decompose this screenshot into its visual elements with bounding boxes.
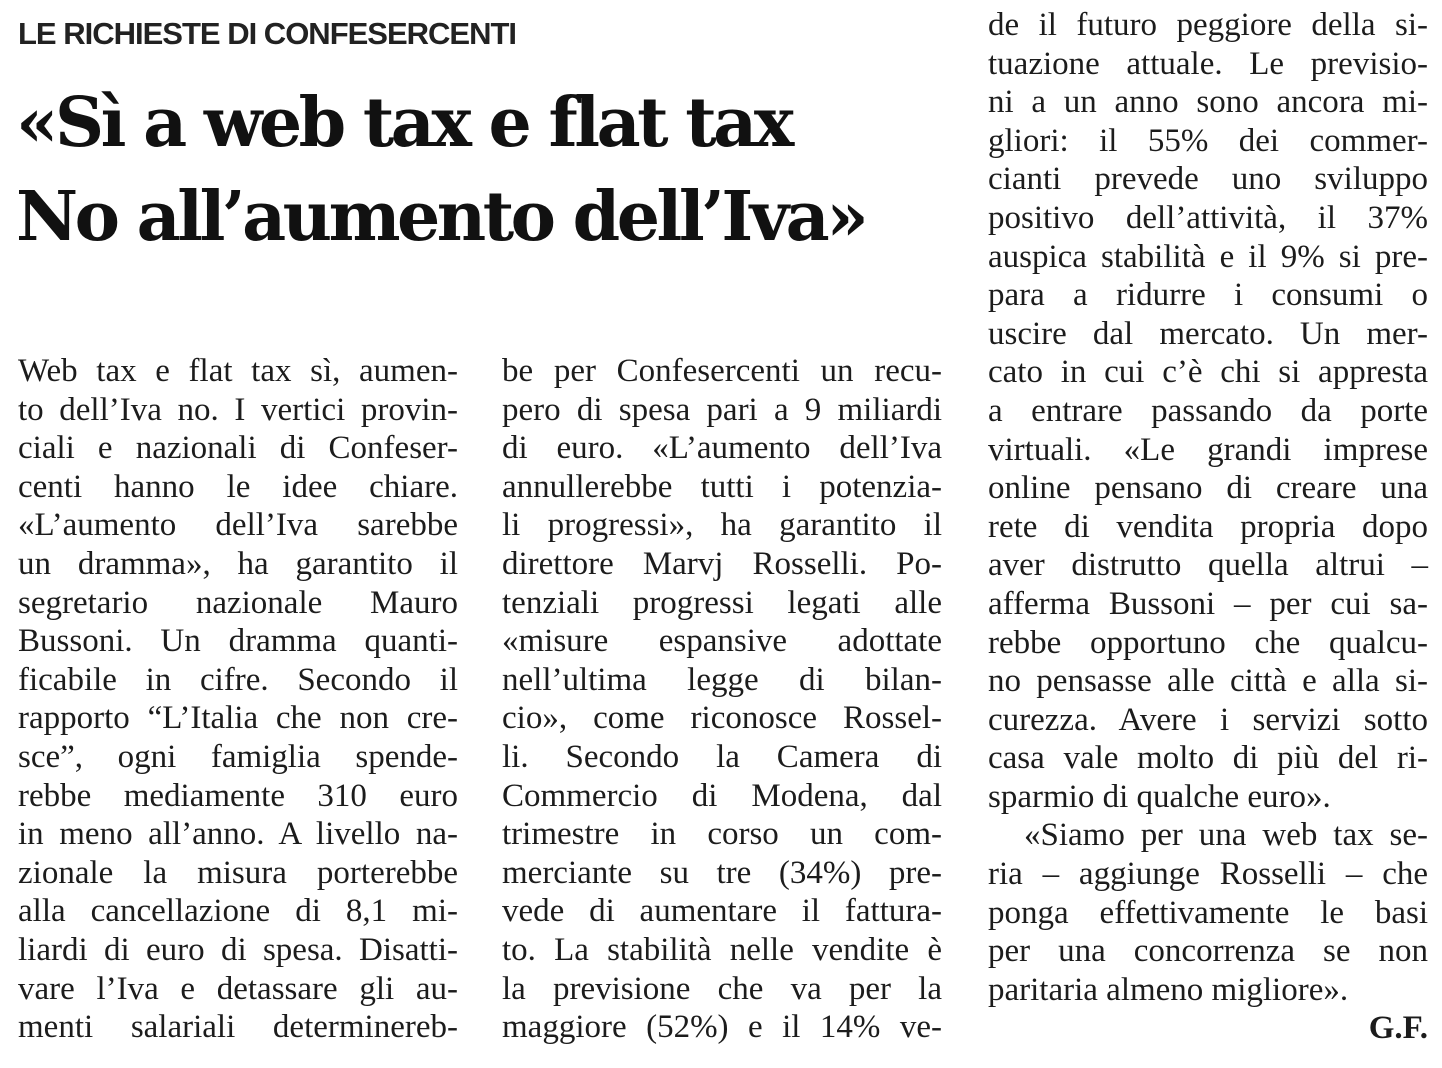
- text-line: per una concorrenza se non: [988, 933, 1428, 970]
- text-line: ficabile in cifre. Secondo il: [18, 661, 458, 698]
- text-line: paritaria almeno migliore».: [988, 971, 1349, 1008]
- text-line: rapporto “L’Italia che non cre-: [18, 700, 458, 737]
- text-line: di euro. «L’aumento dell’Iva: [502, 430, 942, 467]
- kicker: LE RICHIESTE DI CONFESERCENTI: [18, 16, 517, 51]
- text-line: to. La stabilità nelle vendite è: [502, 931, 942, 968]
- text-line: uscire dal mercato. Un mer-: [988, 315, 1428, 352]
- text-line: tuazione attuale. Le previsio-: [988, 45, 1428, 82]
- text-line: auspica stabilità e il 9% si pre-: [988, 238, 1428, 275]
- headline-line-1: «Sì a web tax e flat tax: [16, 83, 791, 163]
- text-line: zionale la misura porterebbe: [18, 854, 458, 891]
- text-line: Web tax e flat tax sì, aumen-: [18, 353, 458, 389]
- headline-line-2: No all’aumento dell’Iva»: [16, 177, 866, 257]
- text-line: li. Secondo la Camera di: [502, 738, 942, 775]
- text-line: annullerebbe tutti i potenzia-: [502, 468, 942, 505]
- text-line: centi hanno le idee chiare.: [18, 468, 458, 505]
- text-line: trimestre in corso un com-: [502, 816, 942, 853]
- text-line: «Siamo per una web tax se-: [1024, 817, 1428, 854]
- text-line: rebbe opportuno che qualcu-: [988, 624, 1428, 661]
- text-line: la previsione che va per la: [502, 970, 942, 1007]
- text-line: Commercio di Modena, dal: [502, 777, 942, 814]
- text-line: sce”, ogni famiglia spende-: [18, 738, 458, 775]
- text-line: «misure espansive adottate: [502, 623, 942, 660]
- text-line: curezza. Avere i servizi sotto: [988, 701, 1428, 738]
- text-line: sparmio di qualche euro».: [988, 778, 1331, 815]
- text-line: cio», come riconosce Rossel-: [502, 700, 942, 737]
- text-line: ciali e nazionali di Confeser-: [18, 430, 458, 467]
- text-line: positivo dell’attività, il 37%: [988, 199, 1428, 236]
- article-column-1: [18, 352, 458, 1047]
- text-line: segretario nazionale Mauro: [18, 584, 458, 621]
- text-line: ria – aggiunge Rosselli – che: [988, 856, 1428, 893]
- text-line: li progressi», ha garantito il: [502, 507, 942, 544]
- author-signature: G.F.: [1368, 1010, 1428, 1047]
- text-line: ni a un anno sono ancora mi-: [988, 84, 1428, 121]
- text-line: «L’aumento dell’Iva sarebbe: [18, 507, 458, 544]
- text-line: online pensano di creare una: [988, 470, 1428, 507]
- text-line: gliori: il 55% dei commer-: [988, 122, 1428, 159]
- text-line: de il futuro peggiore della si-: [988, 7, 1428, 43]
- text-line: afferma Bussoni – per cui sa-: [988, 585, 1428, 622]
- text-line: un dramma», ha garantito il: [18, 545, 458, 582]
- text-line: no pensasse alle città e alla si-: [988, 663, 1428, 700]
- text-line: alla cancellazione di 8,1 mi-: [18, 893, 458, 930]
- text-line: casa vale molto di più del ri-: [988, 740, 1428, 777]
- text-line: a entrare passando da porte: [988, 392, 1428, 429]
- text-line: vare l’Iva e detassare gli au-: [18, 970, 458, 1007]
- text-line: merciante su tre (34%) pre-: [502, 854, 942, 891]
- text-line: liardi di euro di spesa. Disatti-: [18, 931, 458, 968]
- text-line: maggiore (52%) e il 14% ve-: [502, 1009, 942, 1046]
- text-line: aver distrutto quella altrui –: [988, 547, 1428, 584]
- text-line: vede di aumentare il fattura-: [502, 893, 942, 930]
- text-line: rete di vendita propria dopo: [988, 508, 1428, 545]
- article-column-3: [988, 6, 1428, 1048]
- text-line: virtuali. «Le grandi imprese: [988, 431, 1428, 468]
- text-line: pero di spesa pari a 9 miliardi: [502, 391, 942, 428]
- text-line: nell’ultima legge di bilan-: [502, 661, 942, 698]
- headline: [16, 76, 865, 264]
- text-line: para a ridurre i consumi o: [988, 277, 1428, 314]
- text-line: rebbe mediamente 310 euro: [18, 777, 458, 814]
- text-line: in meno all’anno. A livello na-: [18, 816, 458, 853]
- text-line: cianti prevede uno sviluppo: [988, 161, 1428, 198]
- text-line: tenziali progressi legati alle: [502, 584, 942, 621]
- text-line: be per Confesercenti un recu-: [502, 353, 942, 389]
- text-line: Bussoni. Un dramma quanti-: [18, 623, 458, 660]
- text-line: menti salariali determinereb-: [18, 1009, 458, 1046]
- text-line: cato in cui c’è chi si appresta: [988, 354, 1428, 391]
- article-column-2: [502, 352, 942, 1047]
- text-line: ponga effettivamente le basi: [988, 894, 1428, 931]
- text-line: direttore Marvj Rosselli. Po-: [502, 545, 942, 582]
- text-line: to dell’Iva no. I vertici provin-: [18, 391, 458, 428]
